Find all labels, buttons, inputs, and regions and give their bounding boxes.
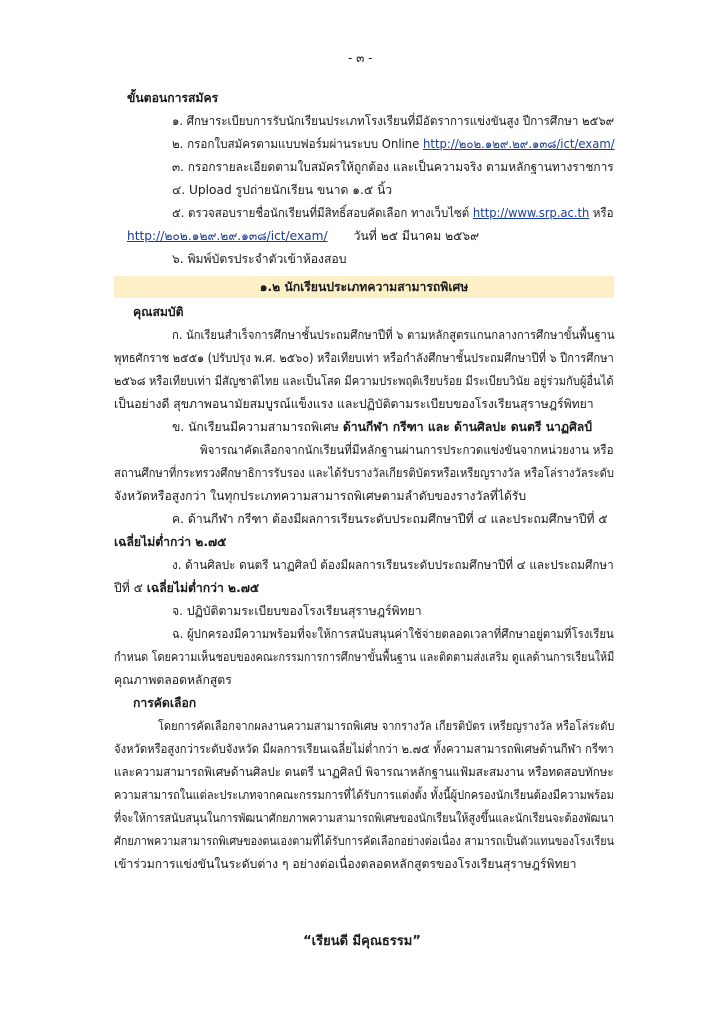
apply-step-5 <box>172 205 614 221</box>
school-website-link[interactable]: http://www.srp.ac.th <box>472 206 590 220</box>
apply-step-5-text: ๕. ตรวจสอบรายชื่อนักเรียนที่มีสิทธิ์สอบคัดเลือก ทางเว็บไซต์ <box>172 206 473 220</box>
qual-d-line-1: ง. ด้านศิลปะ ดนตรี นาฏศิลป์ ต้องมีผลการเรียนระดับประถมศึกษาปีที่ ๔ และประถมศึกษา <box>172 558 614 572</box>
apply-step-3: ๓. กรอกรายละเอียดตามใบสมัครให้ถูกต้อง และเป็นความจริง ตามหลักฐานทางราชการ <box>172 160 614 174</box>
exam-system-link[interactable]: http://๒๐๒.๑๒๙.๒๙.๑๓๘/ict/exam/ <box>423 137 615 151</box>
exam-list-link[interactable]: http://๒๐๒.๑๒๙.๒๙.๑๓๘/ict/exam/ <box>127 229 328 243</box>
qual-b-bold: ด้านกีฬา กรีฑา และ ด้านศิลปะ ดนตรี นาฏศิลป์ <box>342 420 593 434</box>
announcement-date: วันที่ ๒๕ มีนาคม ๒๕๖๙ <box>353 229 480 243</box>
apply-step-2 <box>172 136 615 152</box>
qual-a-line-2: พุทธศักราช ๒๕๕๑ (ปรับปรุง พ.ศ. ๒๕๖๐) หรือเทียบเท่า หรือกำลังศึกษาชั้นประถมศึกษาปีที่ ๖ ปีการศึกษา <box>114 351 614 365</box>
section-banner <box>114 276 614 298</box>
apply-step-6: ๖. พิมพ์บัตรประจำตัวเข้าห้องสอบ <box>172 252 347 266</box>
selection-line-7: เข้าร่วมการแข่งขันในระดับต่าง ๆ อย่างต่อเนื่องตลอดหลักสูตรของโรงเรียนสุราษฎร์พิทยา <box>114 857 577 871</box>
qual-e: จ. ปฏิบัติตามระเบียบของโรงเรียนสุราษฎร์พิทยา <box>172 604 422 618</box>
selection-line-6: ศักยภาพความสามารถพิเศษของตนเองตามที่ได้รับการคัดเลือกอย่างต่อเนื่อง สามารถเป็นตัวแทนของโรงเรียน <box>114 834 614 848</box>
qual-b-detail-3: จังหวัดหรือสูงกว่า ในทุกประเภทความสามารถพิเศษตามลำดับของรางวัลที่ได้รับ <box>114 489 527 503</box>
apply-step-2-text: ๒. กรอกใบสมัครตามแบบฟอร์มผ่านระบบ Online <box>172 137 424 151</box>
page-number: - ๓ - <box>348 51 373 65</box>
selection-line-5: ที่จะให้การสนับสนุนในการพัฒนาศักยภาพความสามารถพิเศษของนักเรียนให้สูงขึ้นและนักเรียนจะต้องพัฒนา <box>114 811 614 825</box>
qual-c-line-2: เฉลี่ยไม่ต่ำกว่า ๒.๗๕ <box>114 535 227 549</box>
apply-heading: ขั้นตอนการสมัคร <box>127 91 219 105</box>
qual-c-line-1: ค. ด้านกีฬา กรีฑา ต้องมีผลการเรียนระดับประถมศึกษาปีที่ ๔ และประถมศึกษาปีที่ ๕ <box>172 512 608 526</box>
selection-line-4: ความสามารถในแต่ละประเภทจากคณะกรรมการที่ได้รับการแต่งตั้ง ทั้งนี้ผู้ปกครองนักเรียนต้องมีความพร้อม <box>114 788 614 802</box>
apply-step-4: ๔. Upload รูปถ่ายนักเรียน ขนาด ๑.๕ นิ้ว <box>172 183 393 197</box>
qualification-heading: คุณสมบัติ <box>133 305 184 319</box>
qual-b-detail-1: พิจารณาคัดเลือกจากนักเรียนที่มีหลักฐานผ่านการประกวดแข่งขันจากหน่วยงาน หรือ <box>200 443 614 457</box>
school-motto: “เรียนดี มีคุณธรรม” <box>303 934 421 949</box>
section-title: ๑.๒ นักเรียนประเภทความสามารถพิเศษ <box>259 280 469 294</box>
apply-step-5-or: หรือ <box>589 206 614 220</box>
apply-step-1: ๑. ศึกษาระเบียบการรับนักเรียนประเภทโรงเรียนที่มีอัตราการแข่งขันสูง ปีการศึกษา ๒๕๖๙ <box>172 114 615 128</box>
qual-d-prefix: ปีที่ ๕ <box>114 581 147 595</box>
qual-a-line-3: ๒๕๖๘ หรือเทียบเท่า มีสัญชาติไทย และเป็นโสด มีความประพฤติเรียบร้อย มีระเบียบวินัย อยู่ร่วมกับผู้อื่นได้ <box>114 374 614 388</box>
qual-a-line-1: ก. นักเรียนสำเร็จการศึกษาชั้นประถมศึกษาปีที่ ๖ ตามหลักสูตรแกนกลางการศึกษาขั้นพื้นฐาน <box>172 328 615 342</box>
qual-a-line-4: เป็นอย่างดี สุขภาพอนามัยสมบูรณ์แข็งแรง และปฏิบัติตามระเบียบของโรงเรียนสุราษฎร์พิทยา <box>114 397 594 411</box>
qual-d-bold: เฉลี่ยไม่ต่ำกว่า ๒.๗๕ <box>146 581 260 595</box>
qual-f-line-2: กำหนด โดยความเห็นชอบของคณะกรรมการการศึกษาขั้นพื้นฐาน และติดตามส่งเสริม ดูแลด้านการเรียนให้มี <box>114 650 615 664</box>
apply-step-5-cont <box>127 228 479 244</box>
selection-heading: การคัดเลือก <box>133 696 197 710</box>
qual-b <box>172 419 592 435</box>
qual-f-line-3: คุณภาพตลอดหลักสูตร <box>114 673 232 687</box>
qual-f-line-1: ฉ. ผู้ปกครองมีความพร้อมที่จะให้การสนับสนุนค่าใช้จ่ายตลอดเวลาที่ศึกษาอยู่ตามที่โรงเรียน <box>172 627 614 641</box>
selection-line-2: จังหวัดหรือสูงกว่าระดับจังหวัด มีผลการเรียนเฉลี่ยไม่ต่ำกว่า ๒.๗๕ ทั้งความสามารถพิเศษด้านกีฬา กรีฑา <box>114 742 614 756</box>
selection-line-1: โดยการคัดเลือกจากผลงานความสามารถพิเศษ จากรางวัล เกียรติบัตร เหรียญรางวัล หรือโล่ระดับ <box>158 719 615 733</box>
selection-line-3: และความสามารถพิเศษด้านศิลปะ ดนตรี นาฏศิลป์ พิจารณาหลักฐานแฟ้มสะสมงาน หรือทดสอบทักษะ <box>114 765 614 779</box>
qual-b-detail-2: สถานศึกษาที่กระทรวงศึกษาธิการรับรอง และได้รับรางวัลเกียรติบัตรหรือเหรียญรางวัล หรือโล่รางวัลระดับ <box>114 466 614 480</box>
qual-d-line-2 <box>114 580 259 596</box>
qual-b-prefix: ข. นักเรียนมีความสามารถพิเศษ <box>172 420 343 434</box>
